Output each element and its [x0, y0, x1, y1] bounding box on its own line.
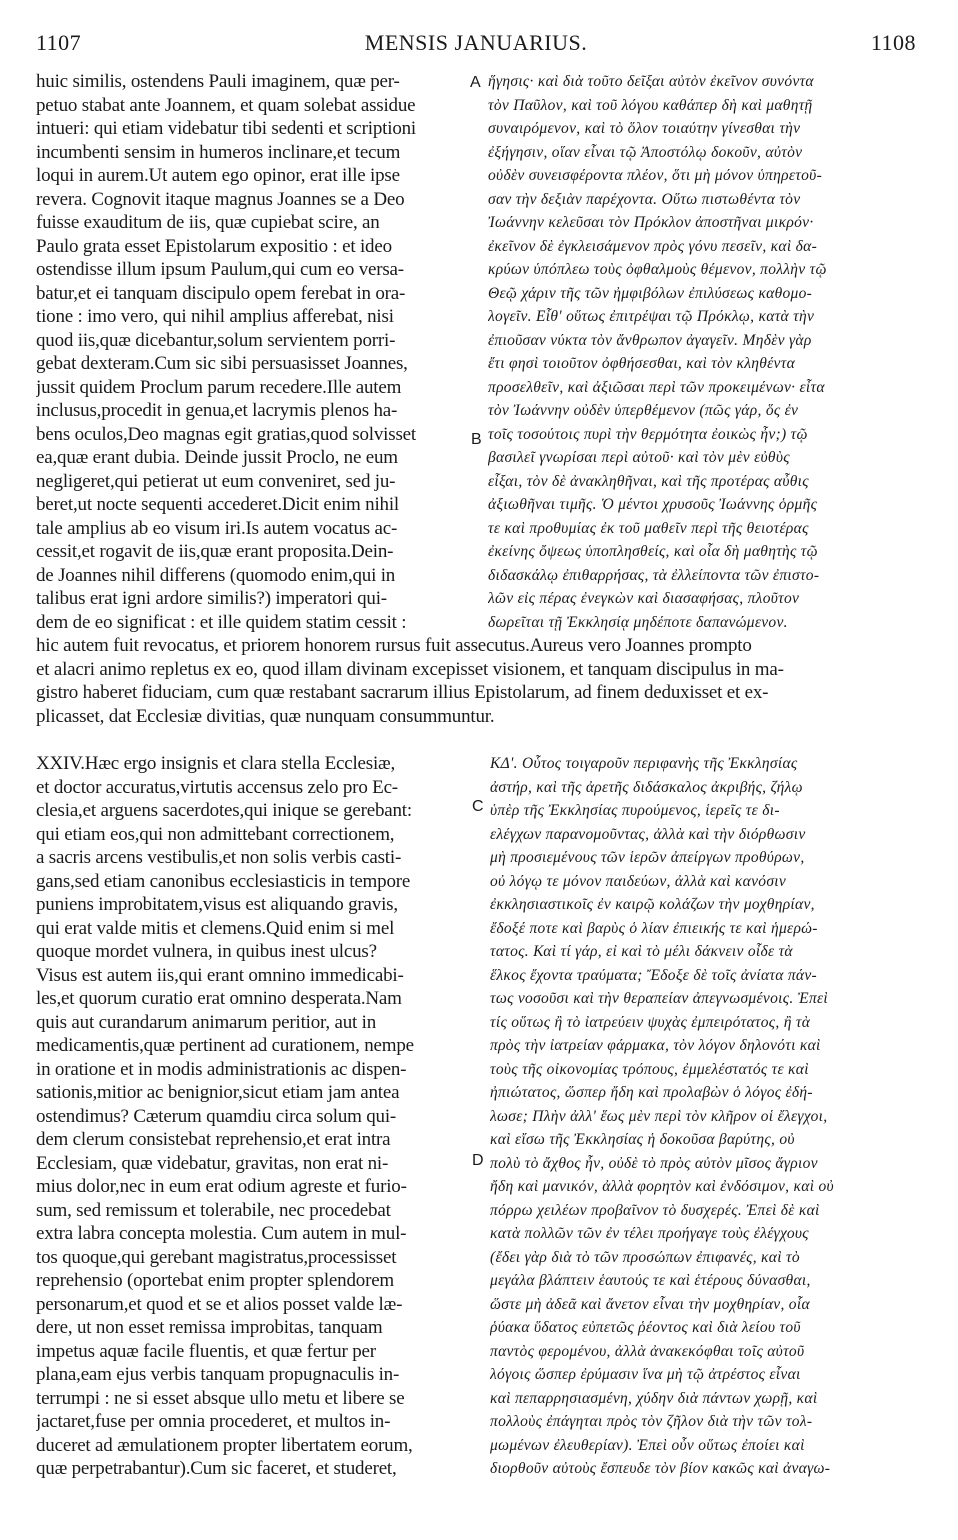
latin-text-line: Ecclesiam, quæ videbatur, gravitas, non erat ni-	[36, 1152, 389, 1174]
latin-text-line: gans,sed etiam canonibus ecclesiasticis in tempore	[36, 870, 411, 892]
latin-text-line: talibus erat igni ardore similis?) imperatori qui-	[36, 588, 387, 609]
greek-text-line: δωρεῖται τῇ Ἐκκλησίᾳ μηδέποτε δαπανώμενον.	[488, 613, 788, 631]
greek-text-line: ἐκείνης ὄψεως ὑποπλησθείς, καὶ οἷα δὴ μαθητὴς τῷ	[488, 543, 818, 560]
latin-text-line: dem de eo significat : et ille quidem statim cessit :	[36, 611, 407, 633]
greek-text-line: τὸν Παῦλον, καὶ τοῦ λόγου καθάπερ δὴ καὶ μαθητῇ	[488, 96, 813, 114]
latin-text-line: extra labra concepta molestia. Cum autem in mul-	[36, 1223, 407, 1244]
greek-text-line: ἐκκλησιαστικοῖς ἐν καιρῷ κολάζων τὴν μοχθηρίαν,	[490, 896, 815, 913]
latin-text-line: a sacris arcens vestibulis,et non solis verbis casti-	[36, 847, 402, 868]
greek-text-line: ἐπιοῦσαν νύκτα τὸν ἄνθρωπον ἀγαγεῖν. Μηδὲν γὰρ	[488, 331, 812, 349]
latin-text-line: et doctor accuratus,virtutis accensus zelo pro Ec-	[36, 776, 398, 798]
greek-text-line: λόγοις ὥσπερ ἐρύμασιν ἵνα μὴ τῷ ἀτρέστος εἶναι	[490, 1366, 801, 1383]
greek-text-line: τοῖς τοσούτοις πυρὶ τὴν θερμότητα ἐοικὼς ἦν;) τῷ	[488, 425, 808, 443]
greek-column-top	[488, 70, 918, 634]
greek-text-line: μεγάλα βλάπτειν ἑαυτούς τε καὶ ἑτέρους δύνασθαι,	[490, 1272, 811, 1289]
latin-text-line: personarum,et quod et se et alios posset valde læ-	[36, 1293, 403, 1315]
greek-text-line: ὥστε μὴ ἀδεᾶ καὶ ἄνετον εἶναι τὴν μοχθηρίαν, οἷα	[490, 1295, 810, 1313]
margin-marker-d: D	[472, 1152, 484, 1169]
latin-text-line: petuo stabat ante Joannem, et quam solebat assidue	[36, 94, 416, 116]
latin-text-line: fuisse exauditum de iis, quæ cupiebat scire, an	[36, 212, 380, 233]
greek-text-line: ἥγησις· καὶ διὰ τοῦτο δεῖξαι αὐτὸν ἐκεῖνον συνόντα	[488, 73, 814, 90]
latin-column-bottom	[36, 752, 466, 1481]
greek-text-line: διδασκάλῳ ἐπιθαρρήσας, τὰ ἐλλείποντα τῶν ἐπιστο-	[488, 566, 820, 584]
greek-text-line: ελέγχων παρανομοῦντας, ἀλλὰ καὶ τὴν διόρθωσιν	[490, 825, 806, 843]
latin-text-line: negligeret,qui petierat ut eum conveniret, sed ju-	[36, 470, 396, 492]
latin-text-line: dere, ut non esset remissa improbitas, tanquam	[36, 1317, 383, 1338]
greek-text-line: ἠπιώτατος, ὥσπερ ἤδη καὶ προλαβὼν ὁ λόγος ἐδή-	[490, 1084, 813, 1101]
greek-text-line: τατος. Καὶ τί γάρ, εἰ καὶ τὸ μέλι δάκνειν οἶδε τὰ	[490, 943, 793, 960]
latin-text-line: gebat dexteram.Cum sic sibi persuasisset Joannes,	[36, 353, 408, 374]
greek-text-line: λωσε; Πλὴν ἀλλ' ἕως μὲν περὶ τὸν κλῆρον οἱ ἔλεγχοι,	[490, 1107, 828, 1125]
greek-text-line: λογεῖν. Εἶθ' οὕτως ἐπιτρέψαι τῷ Πρόκλῳ, κατὰ τὴν	[488, 308, 815, 325]
margin-marker-a: A	[470, 74, 481, 91]
latin-text-line: gistro haberet fiduciam, cum quæ restabant sacrarum illius Epistolarum, ad finem deduxisset et ex-	[36, 682, 769, 703]
greek-text-line: ἔδοξέ ποτε καὶ βαρὺς ὁ λίαν ἐπιεικής τε καὶ ἡμερώ-	[490, 919, 818, 937]
latin-text-line: clesia,et arguens sacerdotes,qui inique se gerebant:	[36, 800, 412, 821]
greek-text-line: τὸν Ἰωάννην οὐδὲν ὑπερθέμενον (πῶς γάρ, ὅς ἐν	[488, 402, 799, 419]
greek-text-line: πολλοὺς ἐπάγηται πρὸς τὸν ζῆλον διὰ τὴν τῶν τολ-	[490, 1413, 813, 1430]
greek-text-line: τίς οὕτως ἢ τὸ ἰατρεύειν ψυχὰς ἐμπειρότατος, ἢ τὰ	[490, 1013, 811, 1031]
latin-text-line: bens oculos,Deo magnas egit gratias,quod solvisset	[36, 423, 416, 445]
latin-text-line: sationis,mitior ac benignior,sicut etiam jam antea	[36, 1082, 400, 1103]
page-number-left: 1107	[36, 30, 82, 55]
latin-text-line: quod iis,quæ dicebantur,solum servientem porri-	[36, 329, 396, 351]
latin-text-line: reprehensio (oportebat enim propter splendorem	[36, 1270, 395, 1291]
greek-text-line: καὶ εἴσω τῆς Ἐκκλησίας ἡ δοκοῦσα βαρύτης, οὐ	[490, 1131, 795, 1148]
greek-text-line: τως νοσοῦσι καὶ τὴν θεραπείαν ἀπεγνωσμένοις. Ἐπεὶ	[490, 990, 829, 1007]
latin-text-line: revera. Cognovit itaque magnus Joannes se a Deo	[36, 188, 405, 210]
greek-text-line: εἶξαι, τὸν δὲ ἀνακληθῆναι, καὶ τῆς προτέρας αὖθις	[488, 472, 809, 490]
latin-text-line: plicasset, dat Ecclesiæ divitias, quæ nunquam consummuntur.	[36, 705, 495, 727]
latin-text-line: ea,quæ erant dubia. Deinde jussit Proclo, ne eum	[36, 447, 398, 468]
latin-text-line: quoque mordet vulnera, in quibus inest ulcus?	[36, 941, 377, 962]
page-header	[36, 30, 916, 60]
latin-text-line: quæ perpetrabantur).Cum sic faceret, et studeret,	[36, 1458, 397, 1479]
latin-text-line: beret,ut nocte sequenti accederet.Dicit enim nihil	[36, 494, 399, 515]
latin-text-line: plana,eam ejus verbis tanquam propugnaculis in-	[36, 1364, 400, 1385]
margin-marker-c: C	[472, 798, 484, 815]
greek-text-line: οὐδὲν συνεισφέροντα πλέον, ὅτι μὴ μόνον ὑπηρετοῦ-	[488, 167, 823, 184]
latin-text-line: terrumpi : ne si esset absque ullo metu et libere se	[36, 1387, 405, 1409]
latin-text-line: puniens improbitatem,visus est aliquando gravis,	[36, 894, 398, 915]
latin-text-line: duceret ad æmulationem propter libertatem eorum,	[36, 1434, 413, 1456]
greek-text-line: διορθοῦν αὐτοὺς ἔσπευδε τὸν βίον κακῶς καὶ ἀναγω-	[490, 1460, 831, 1477]
latin-text-line: jactaret,fuse per omnia procederet, et multos in-	[36, 1411, 391, 1432]
latin-text-line: Paulo grata esset Epistolarum expositio : et ideo	[36, 235, 392, 257]
latin-text-line: impetus aquæ facile fluentis, et quæ fertur per	[36, 1340, 376, 1362]
greek-text-line: (ἔδει γὰρ διὰ τὸ τῶν προσώπων ἐπιφανές, καὶ τὸ	[490, 1248, 800, 1266]
margin-marker-b: B	[471, 431, 482, 448]
greek-text-line: ΚΔ'. Οὗτος τοιγαροῦν περιφανὴς τῆς Ἐκκλησίας	[490, 755, 798, 772]
greek-text-line: συναιρόμενον, καὶ τὸ ὅλον τοιαύτην γίνεσθαι τὴν	[488, 120, 801, 137]
greek-text-line: πρὸς τὴν ἰατρείαν φάρμακα, τὸν λόγον δηλονότι καὶ	[490, 1037, 821, 1054]
greek-text-line: οὐ λόγῳ τε μόνον παιδεύων, ἀλλὰ καὶ κανόσιν	[490, 872, 787, 890]
greek-text-line: Θεῷ χάριν τῆς τῶν ἠμφιβόλων ἐπιλύσεως καθομο-	[488, 284, 813, 302]
greek-text-line: πολὺ τὸ ἄχθος ἦν, οὐδὲ τὸ πρὸς αὐτὸν μῖσος ἄγριον	[490, 1154, 818, 1172]
greek-text-line: βασιλεῖ γνωρίσαι περὶ αὐτοῦ· καὶ τὸν μὲν εὐθὺς	[488, 449, 790, 466]
greek-text-line: τοὺς τῆς οἰκονομίας τρόπους, ἐμμελέστατός τε καὶ	[490, 1060, 809, 1078]
latin-text-line: batur,et ei tanquam discipulo opem ferebat in ora-	[36, 282, 406, 304]
greek-text-line: ἔτι φησὶ τοιοῦτον ὀφθήσεσθαι, καὶ τὸν κληθέντα	[488, 355, 796, 372]
greek-text-line: κατὰ πολλῶν τῶν ἐν τέλει προήγαγε τοὺς ἐλέγχους	[490, 1225, 809, 1242]
latin-text-line: de Joannes nihil differens (quomodo enim,qui in	[36, 564, 396, 586]
greek-text-line: μωμένων ἐλευθερίαν). Ἐπεὶ οὖν οὕτως ἐποίει καὶ	[490, 1436, 805, 1454]
greek-text-line: παντὸς φερομένου, ἀλλὰ ἀνακεκόφθαι τοῖς αὐτοῦ	[490, 1342, 805, 1360]
greek-text-line: ὑπὲρ τῆς Ἐκκλησίας πυρούμενος, ἱερεῖς τε δι-	[490, 802, 780, 819]
latin-text-line: les,et quorum curatio erat omnino desperata.Nam	[36, 988, 402, 1009]
latin-text-line: medicamentis,quæ pertinent ad curationem, nempe	[36, 1035, 414, 1056]
greek-text-line: μὴ προσιεμένους τῶν ἱερῶν ἀπείργων προθύρων,	[490, 849, 805, 866]
greek-text-line: ῥύακα ὕδατος εὐπετῶς ῥέοντος καὶ διὰ λείου τοῦ	[490, 1319, 801, 1336]
latin-text-line: qui erat valde mitis et clemens.Quid enim si mel	[36, 917, 395, 939]
latin-text-line: XXIV.Hæc ergo insignis et clara stella Ecclesiæ,	[36, 753, 396, 774]
latin-text-line: tione : imo vero, qui nihil amplius afferebat, nisi	[36, 306, 394, 327]
latin-text-line: ostendisse illum ipsum Paulum,qui cum eo versa-	[36, 259, 404, 280]
latin-text-line: jussit quidem Proclum parum recedere.Ille autem	[36, 376, 402, 398]
latin-text-line: hic autem fuit revocatus, et priorem honorem rursus fuit assecutus.Aureus vero Joannes prompto	[36, 635, 752, 656]
latin-text-line: Visus est autem iis,qui erant omnino immedicabi-	[36, 964, 404, 986]
greek-text-line: λῶν εἰς πέρας ἐνεγκὼν καὶ διασαφήσας, πλοῦτον	[488, 590, 800, 607]
greek-text-line: ἀξιωθῆναι τιμῆς. Ὁ μέντοι χρυσοῦς Ἰωάννης ὁρμῆς	[488, 496, 818, 513]
greek-text-line: κρύων ὑπόπλεω τοὺς ὀφθαλμοὺς θέμενον, πολλὴν τῷ	[488, 261, 827, 278]
latin-text-line: tos quoque,qui gerebant magistratus,processisset	[36, 1246, 397, 1268]
page-number-right: 1108	[870, 30, 916, 55]
running-title: MENSIS JANUARIUS.	[364, 30, 588, 55]
latin-text-line: intueri: qui etiam videbatur tibi sedenti et scriptioni	[36, 118, 416, 139]
latin-text-line: quis aut curandarum animarum peritior, aut in	[36, 1011, 377, 1033]
latin-full-width-paragraph	[36, 634, 918, 728]
greek-text-line: καὶ πεπαρρησιασμένη, χύδην διὰ πάντων χωρῇ, καὶ	[490, 1389, 818, 1407]
greek-text-line: ἤδη καὶ μανικόν, ἀλλὰ φορητὸν καὶ ἐνδόσιμον, καὶ οὐ	[490, 1178, 834, 1195]
latin-text-line: tale amplius ab eo visum iri.Is autem vocatus ac-	[36, 517, 398, 539]
greek-text-line: ἐκεῖνον δὲ ἐγκλεισάμενον πρὸς γόνυ πεσεῖν, καὶ δα-	[488, 237, 818, 255]
latin-text-line: et alacri animo repletus ex eo, quod illam divinam excepisset visionem, et tanquam discipulus in ma-	[36, 658, 784, 680]
greek-text-line: προσελθεῖν, καὶ ἀξιῶσαι περὶ τῶν προκειμένων· εἶτα	[488, 378, 825, 396]
latin-text-line: incumbenti sensim in humeros inclinare,et tecum	[36, 141, 401, 163]
latin-text-line: dem clerum consistebat reprehensio,et erat intra	[36, 1129, 391, 1150]
greek-column-bottom	[490, 752, 920, 1481]
greek-text-line: ἕλκος ἔχοντα τραύματα; Ἔδοξε δὲ τοῖς ἀνίατα πάν-	[490, 966, 817, 984]
greek-text-line: Ἰωάννην κελεῦσαι τὸν Πρόκλον ἀποστῆναι μικρόν·	[488, 214, 814, 231]
greek-text-line: πόρρω χειλέων προβαῖνον τὸ δυσχερές. Ἐπεὶ δὲ καὶ	[490, 1201, 820, 1219]
latin-column-top	[36, 70, 466, 634]
latin-text-line: qui etiam eos,qui non admittebant correctionem,	[36, 823, 395, 845]
latin-text-line: in oratione et in modis administrationis ac dispen-	[36, 1058, 407, 1080]
latin-text-line: mius dolor,nec in eum erat odium agreste et furio-	[36, 1176, 407, 1197]
greek-text-line: ἀστήρ, καὶ τῆς ἀρετῆς διδάσκαλος ἀκριβής, ζήλῳ	[490, 778, 803, 796]
latin-text-line: inclusus,procedit in genua,et lacrymis plenos ha-	[36, 400, 398, 421]
latin-text-line: sum, sed remissum et tolerabile, nec procedebat	[36, 1199, 391, 1221]
latin-text-line: ostendimus? Cæterum quamdiu circa solum qui-	[36, 1105, 397, 1127]
latin-text-line: cessit,et rogavit de iis,quæ erant proposita.Dein-	[36, 541, 394, 562]
latin-text-line: loqui in aurem.Ut autem ego opinor, erat ille ipse	[36, 165, 400, 186]
greek-text-line: ἐξήγησιν, οἵαν εἶναι τῷ Ἀποστόλῳ δοκοῦν, αὐτὸν	[488, 143, 803, 161]
greek-text-line: σαν τὴν δεξιὰν παρέχοντα. Οὕτω πιστωθέντα τὸν	[488, 190, 801, 208]
latin-text-line: huic similis, ostendens Pauli imaginem, quæ per-	[36, 71, 400, 92]
greek-text-line: τε καὶ προθυμίας ἐκ τοῦ μαθεῖν περὶ τῆς θειοτέρας	[488, 519, 809, 537]
